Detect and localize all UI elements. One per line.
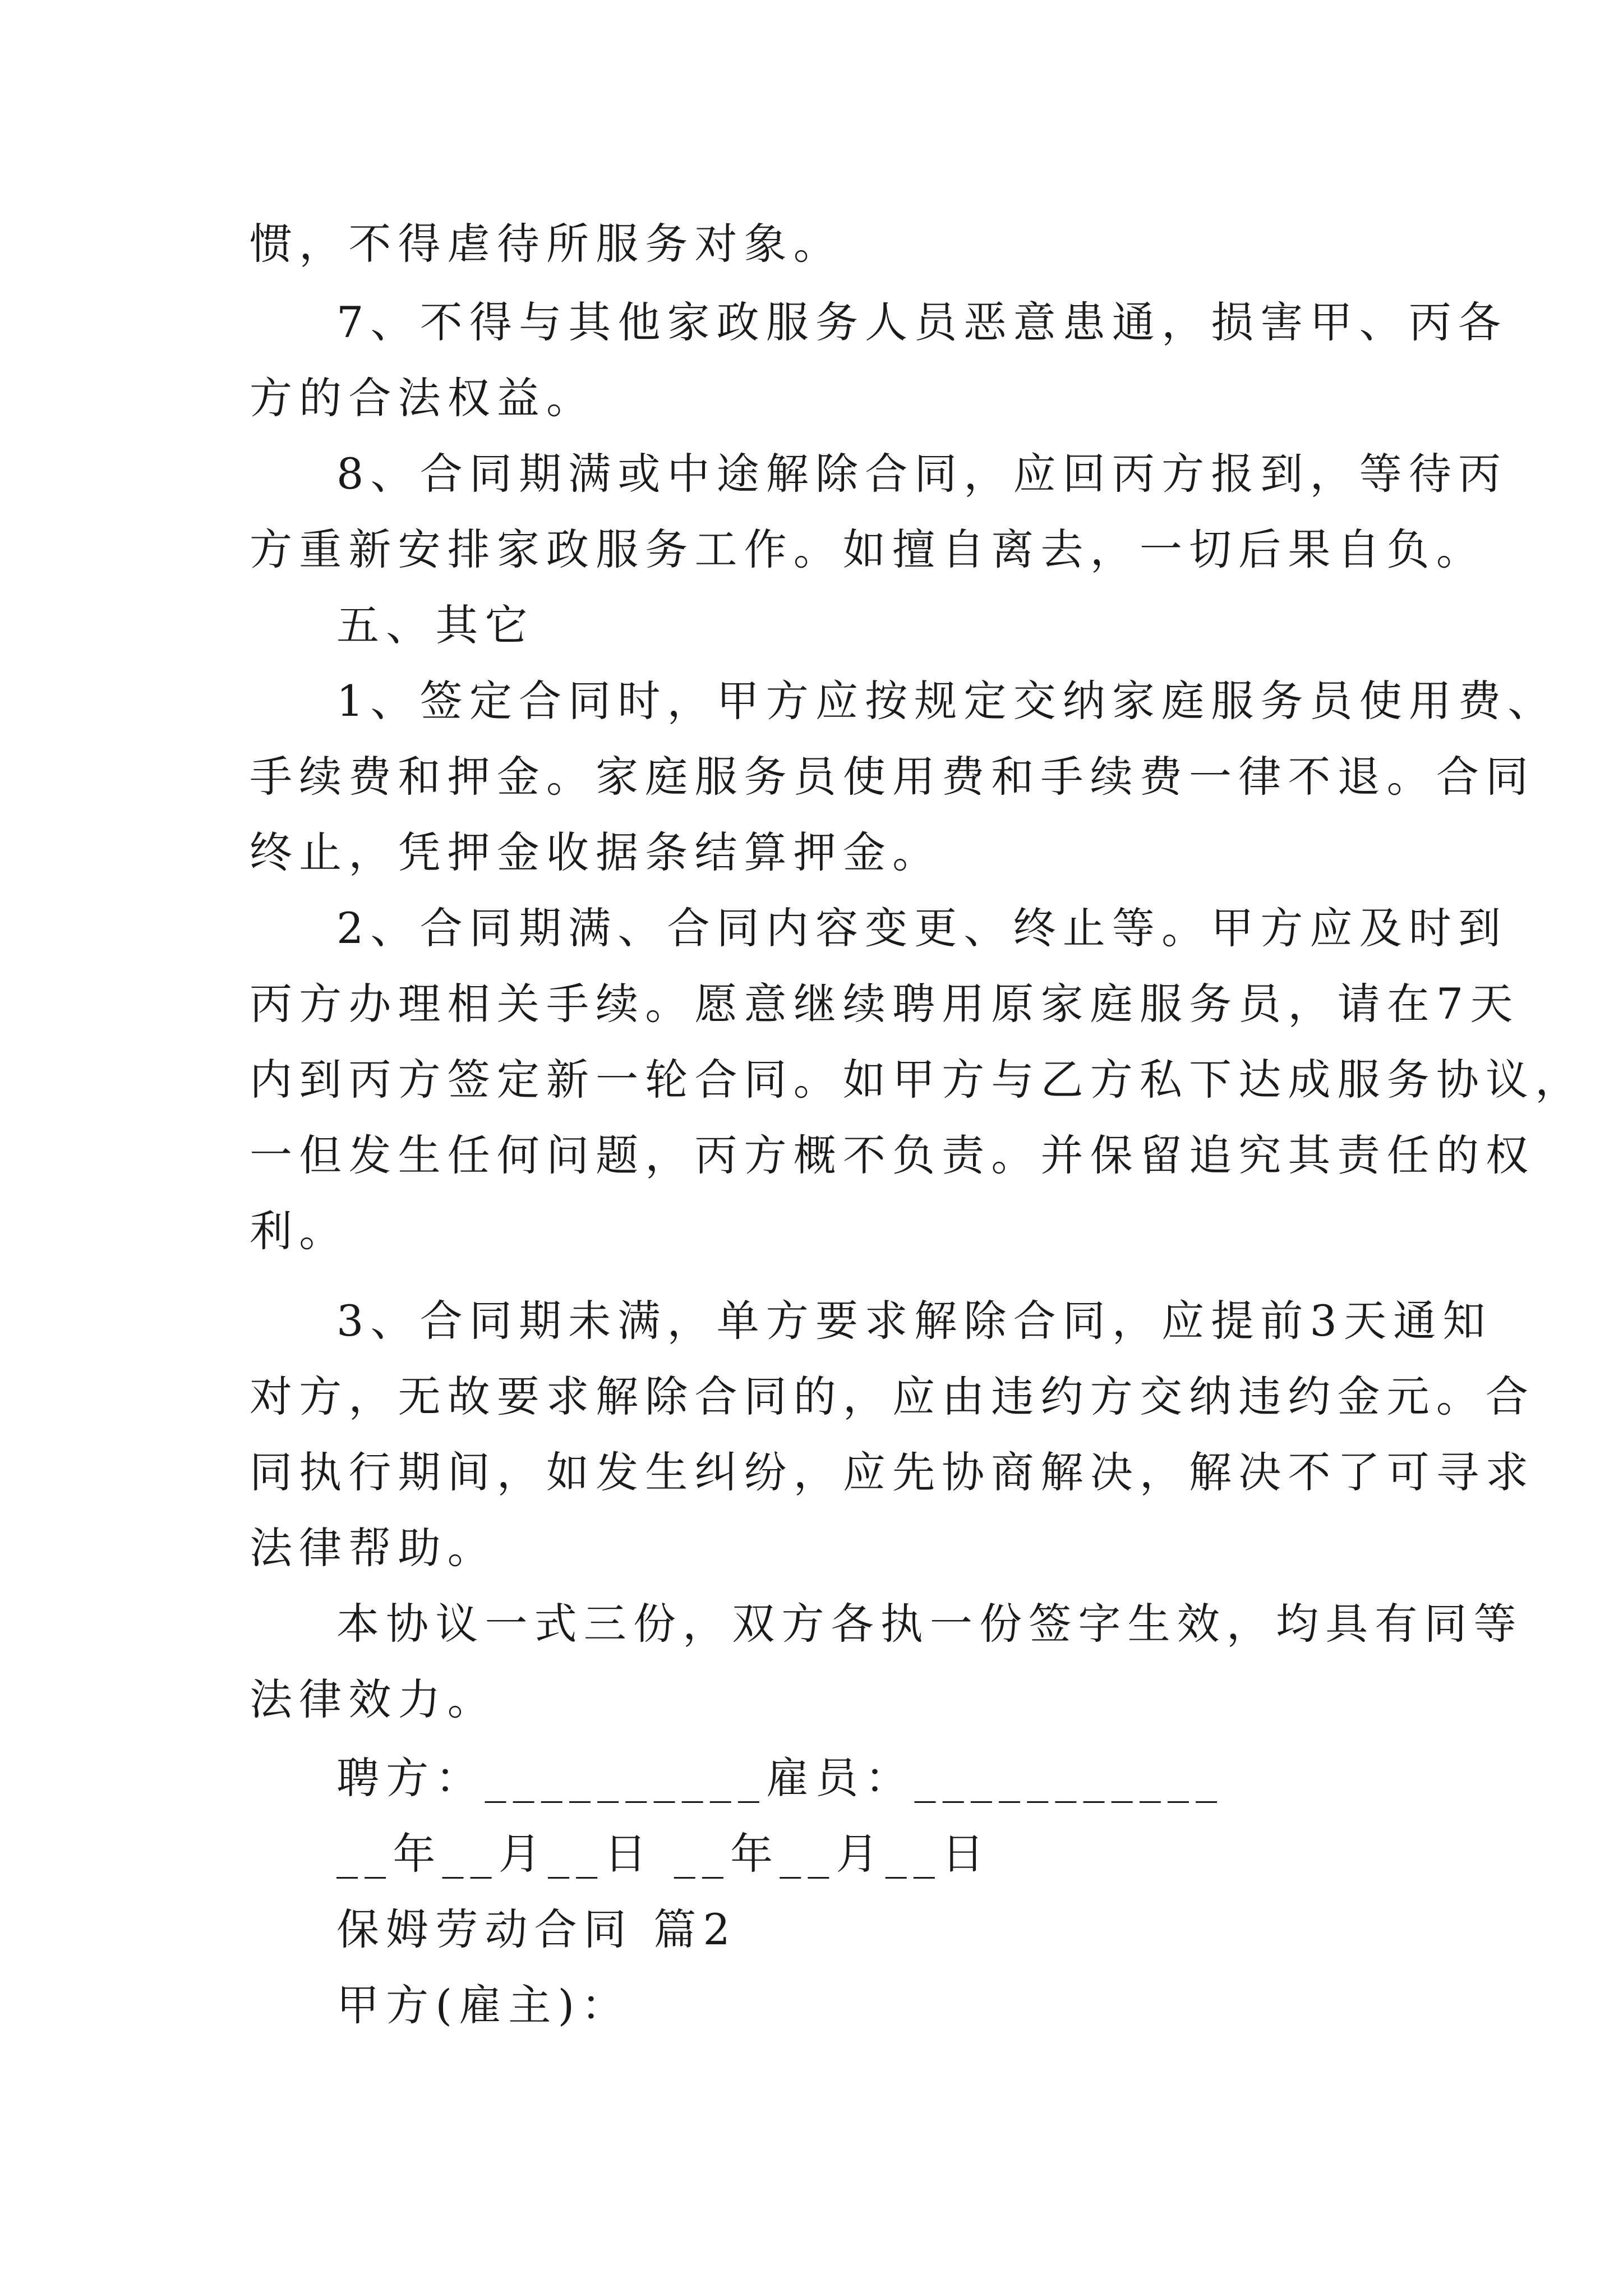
text-line-17: 同执行期间，如发生纠纷，应先协商解决，解决不了可寻求 xyxy=(250,1447,1536,1497)
text-line-3: 方的合法权益。 xyxy=(250,373,596,423)
section-heading-other: 五、其它 xyxy=(336,600,534,650)
signature-line: 聘方：__________雇员：___________ xyxy=(336,1753,1224,1803)
text-line-5: 方重新安排家政服务工作。如擅自离去，一切后果自负。 xyxy=(250,524,1486,574)
text-line-13: 一但发生任何问题，丙方概不负责。并保留追究其责任的权 xyxy=(250,1130,1536,1180)
date-line: __年__月__日 __年__月__日 xyxy=(336,1829,992,1879)
text-line-18: 法律帮助。 xyxy=(250,1523,497,1573)
text-line-20: 法律效力。 xyxy=(250,1674,497,1724)
text-line-19: 本协议一式三份，双方各执一份签字生效，均具有同等 xyxy=(336,1599,1523,1649)
text-line-9: 终止，凭押金收据条结算押金。 xyxy=(250,827,942,877)
text-line-12: 内到丙方签定新一轮合同。如甲方与乙方私下达成服务协议， xyxy=(250,1055,1585,1105)
text-line-2: 7、不得与其他家政服务人员恶意患通，损害甲、丙各 xyxy=(336,297,1508,347)
text-line-8: 手续费和押金。家庭服务员使用费和手续费一律不退。合同 xyxy=(250,752,1536,802)
text-line-16: 对方，无故要求解除合同的，应由违约方交纳违约金元。合 xyxy=(250,1372,1536,1421)
text-line-15: 3、合同期未满，单方要求解除合同，应提前3天通知 xyxy=(336,1296,1492,1346)
text-line-4: 8、合同期满或中途解除合同，应回丙方报到，等待丙 xyxy=(336,449,1508,499)
text-line-10: 2、合同期满、合同内容变更、终止等。甲方应及时到 xyxy=(336,903,1508,953)
text-line-14: 利。 xyxy=(250,1206,349,1256)
text-line-7: 1、签定合同时，甲方应按规定交纳家庭服务员使用费、 xyxy=(336,676,1557,726)
text-line-1: 惯，不得虐待所服务对象。 xyxy=(250,219,843,269)
text-line-11: 丙方办理相关手续。愿意继续聘用原家庭服务员，请在7天 xyxy=(250,979,1520,1029)
contract-title-part-2: 保姆劳动合同 篇2 xyxy=(336,1904,737,1954)
party-a-label: 甲方(雇主)： xyxy=(336,1980,631,2030)
